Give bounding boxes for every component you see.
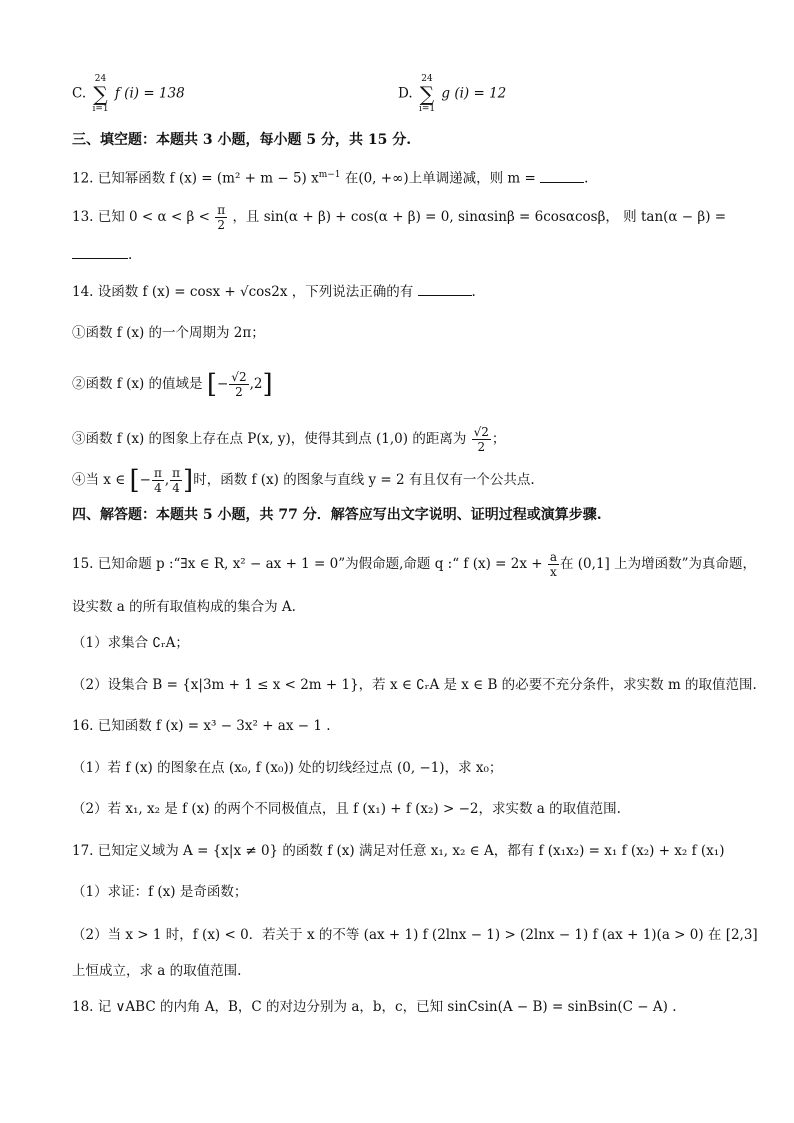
q15-part-1: （1）求集合 ∁ᵣA；: [72, 635, 189, 651]
q12-text: 12. 已知幂函数 f (x) = (m² + m − 5) x: [72, 170, 319, 187]
fraction: [472, 425, 491, 454]
question-13: [72, 203, 726, 232]
question-16: 16. 已知函数 f (x) = x³ − 3x² + ax − 1 .: [72, 718, 331, 734]
question-17: 17. 已知定义域为 A = {x|x ≠ 0} 的函数 f (x) 满足对任意 x₁, x₂ ∈ A，都有 f (x₁x₂) = x₁ f (x₂) + x₂ f (x₁): [72, 843, 725, 859]
question-12: [72, 165, 588, 189]
section-heading-4: 四、解答题：本题共 5 小题，共 77 分．解答应写出文字说明、证明过程或演算步骤.: [72, 507, 602, 523]
q13-text: 13. 已知 0 < α < β <: [72, 209, 210, 225]
sum-lower: i=1: [418, 104, 436, 114]
statement-text: ②函数 f (x) 的值域是: [72, 376, 203, 392]
question-15: [72, 550, 756, 579]
right-bracket: ]: [262, 369, 273, 400]
numerator: π: [172, 466, 181, 480]
denominator: 4: [172, 481, 180, 495]
numerator: a: [549, 550, 557, 564]
section-heading-3: 三、填空题：本题共 3 小题，每小题 5 分，共 15 分.: [72, 132, 412, 148]
q13-text-post: ，且 sin(α + β) + cos(α + β) = 0, sinαsinβ = 6cosαcosβ， 则 tan(α − β) =: [232, 209, 727, 225]
sigma-symbol: ∑: [93, 82, 108, 106]
minus-sign: −: [216, 376, 229, 392]
answer-blank: [540, 168, 584, 183]
question-13-blank-line: [72, 244, 132, 265]
q12-text-post: 在(0, +∞)上单调递减，则 m =: [340, 170, 536, 187]
statement-text-post: ；: [491, 431, 506, 447]
q14-statement-2: [72, 370, 273, 399]
summation: [92, 74, 108, 114]
q12-exponent: m−1: [318, 170, 341, 180]
numerator: √2: [231, 370, 247, 384]
q14-statement-3: [72, 425, 505, 454]
denominator: x: [550, 565, 557, 579]
option-label: C.: [72, 85, 87, 102]
fraction: [152, 466, 164, 495]
q17-part-1: （1）求证：f (x) 是奇函数；: [72, 884, 248, 900]
sum-upper: 24: [421, 74, 433, 84]
numerator: π: [217, 203, 226, 217]
option-d: [398, 74, 506, 114]
q14-statement-1: ①函数 f (x) 的一个周期为 2π；: [72, 325, 265, 341]
fraction: [548, 550, 559, 579]
answer-blank: [418, 281, 472, 296]
q13-end: .: [128, 247, 133, 263]
fraction: [170, 466, 182, 495]
statement-text: ④当 x ∈: [72, 472, 126, 488]
left-bracket: [: [129, 465, 140, 496]
summation: [419, 74, 435, 114]
denominator: 2: [217, 218, 226, 232]
denominator: 4: [154, 481, 162, 495]
statement-text-post: ,2: [249, 376, 263, 392]
q17-part-2: （2）当 x > 1 时，f (x) < 0．若关于 x 的不等 (ax + 1) f (2lnx − 1) > (2lnx − 1) f (ax + 1)(a > 0) 在 [2,3]: [72, 927, 758, 943]
question-14: [72, 281, 476, 302]
q12-end: .: [584, 170, 589, 187]
q14-end: .: [471, 284, 476, 300]
option-expression: g (i) = 12: [441, 85, 507, 102]
q15-text: 15. 已知命题 p :“∃x ∈ R, x² − ax + 1 = 0”为假命题,命题 q :“ f (x) = 2x +: [72, 556, 543, 572]
right-bracket: ]: [183, 465, 194, 496]
answer-blank: [72, 244, 128, 259]
q14-text: 14. 设函数 f (x) = cosx + √cos2x ，下列说法正确的有: [72, 284, 414, 300]
statement-text-post: 时，函数 f (x) 的图象与直线 y = 2 有且仅有一个公共点.: [193, 472, 535, 488]
sigma-symbol: ∑: [419, 82, 435, 106]
left-bracket: [: [206, 369, 217, 400]
option-label: D.: [398, 85, 413, 102]
question-18: 18. 记 ∨ABC 的内角 A，B，C 的对边分别为 a，b，c，已知 sinCsin(A − B) = sinBsin(C − A) .: [72, 999, 677, 1015]
denominator: 2: [477, 440, 486, 454]
q15-set-definition: 设实数 a 的所有取值构成的集合为 A.: [72, 599, 296, 615]
denominator: 2: [235, 385, 243, 399]
q17-part-2-continued: 上恒成立，求 a 的取值范围.: [72, 963, 242, 979]
q15-part-2: （2）设集合 B = {x|3m + 1 ≤ x < 2m + 1}，若 x ∈ ∁ᵣA 是 x ∈ B 的必要不充分条件，求实数 m 的取值范围.: [72, 677, 757, 693]
option-c: [72, 74, 185, 114]
q15-text-post: 在 (0,1] 上为增函数”为真命题，: [560, 556, 756, 572]
fraction: [229, 370, 248, 399]
q16-part-1: （1）若 f (x) 的图象在点 (x₀, f (x₀)) 处的切线经过点 (0, −1)，求 x₀；: [72, 760, 503, 776]
numerator: √2: [473, 425, 489, 439]
option-expression: f (i) = 138: [114, 85, 185, 102]
q14-statement-4: ④当 x ∈ [− $\frac{\pi}{4}$ , $\frac{\pi}{4}$ ]时，函数 f (x) 的图象与直线 y = 2 有且仅有一个公共点.: [72, 465, 535, 496]
q16-part-2: （2）若 x₁, x₂ 是 f (x) 的两个不同极值点，且 f (x₁) + f (x₂) > −2，求实数 a 的取值范围.: [72, 801, 621, 817]
fraction: [215, 203, 227, 232]
sum-upper: 24: [94, 74, 107, 84]
numerator: π: [153, 466, 162, 480]
statement-text: ③函数 f (x) 的图象上存在点 P(x, y)，使得其到点 (1,0) 的距离为: [72, 431, 467, 447]
sum-lower: i=1: [92, 104, 109, 114]
